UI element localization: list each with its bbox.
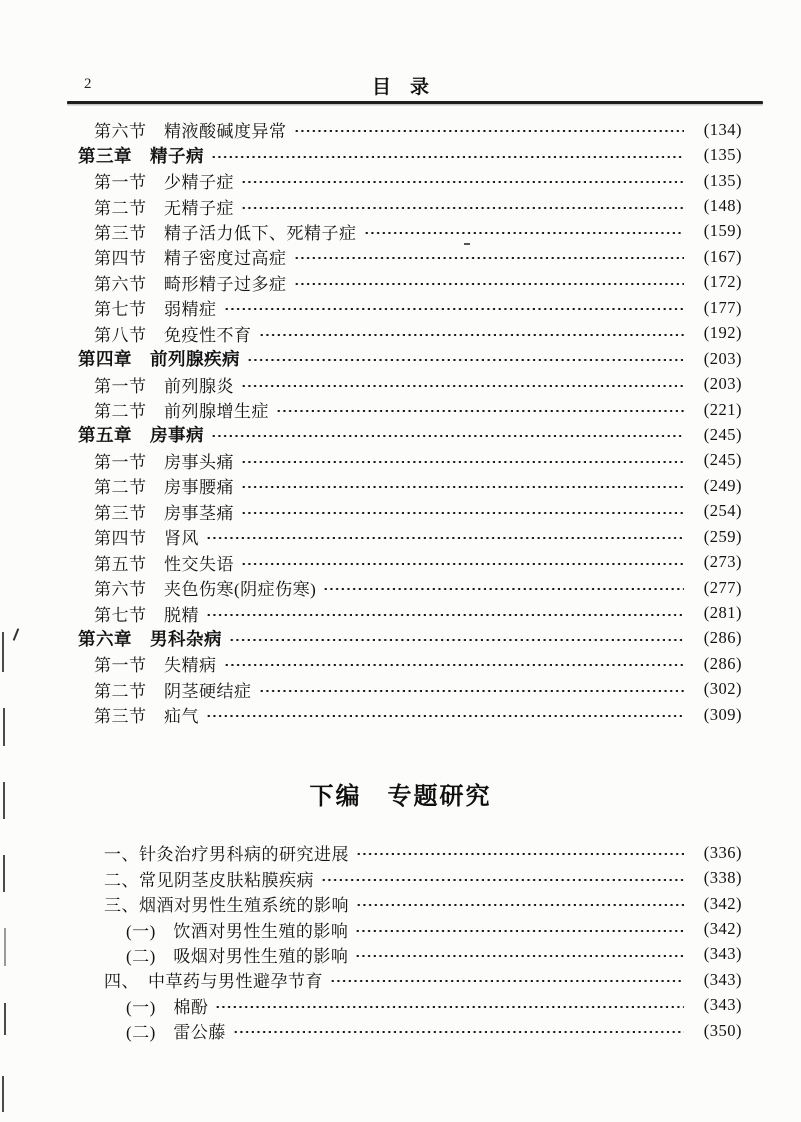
scan-artifact-line	[4, 928, 6, 966]
toc-entry	[0, 422, 742, 447]
toc-entry-text: 第一节 少精子症	[94, 173, 234, 193]
toc-entry-text: 第五节 性交失语	[94, 554, 234, 574]
toc-entry-text: 第三节 房事茎痛	[94, 503, 234, 523]
scan-artifact-line	[4, 1003, 6, 1035]
toc-entry-text: 第四节 精子密度过高症	[94, 249, 287, 269]
toc-entry	[0, 891, 742, 916]
toc-page-number: (286)	[703, 628, 742, 648]
toc-page-number: (342)	[703, 893, 742, 913]
dot-leader	[276, 408, 684, 414]
toc-entry	[0, 600, 742, 625]
toc-page-number: (134)	[703, 119, 742, 139]
toc-entry	[0, 651, 742, 676]
toc-page-number: (172)	[703, 272, 742, 292]
toc-page-number: (135)	[703, 170, 742, 190]
toc-entry	[0, 942, 742, 967]
scan-artifact-line	[3, 708, 5, 746]
toc-entry	[0, 549, 742, 574]
toc-entry-text: 第一节 房事头痛	[94, 452, 234, 472]
toc-page-number: (203)	[703, 374, 742, 394]
toc-entry	[0, 295, 742, 320]
toc-entry-text: 第七节 脱精	[94, 605, 199, 625]
toc-page-number: (350)	[703, 1020, 742, 1040]
toc-entry	[0, 865, 742, 890]
dot-leader	[224, 306, 685, 312]
toc-page-number: (343)	[703, 969, 742, 989]
toc-entry	[0, 397, 742, 422]
toc-entry-text: (二) 吸烟对男性生殖的影响	[126, 946, 349, 966]
toc-entry	[0, 575, 742, 600]
dot-leader	[364, 230, 685, 236]
dot-leader	[211, 433, 684, 439]
toc-entry	[0, 626, 742, 651]
dot-leader	[356, 851, 684, 857]
toc-entry	[0, 993, 742, 1018]
toc-page-number: (203)	[703, 348, 742, 368]
toc-entry-text: 第五章 房事病	[78, 425, 204, 446]
toc-entry-text: 四、 中草药与男性避孕节育	[104, 972, 323, 992]
dot-leader	[211, 154, 684, 160]
toc-page-number: (159)	[703, 221, 742, 241]
toc-page-number: (192)	[703, 323, 742, 343]
toc-entry	[0, 371, 742, 396]
dot-leader	[321, 877, 684, 883]
dot-leader	[330, 978, 684, 984]
toc-entry-text: 第四节 肾风	[94, 529, 199, 549]
toc-entry	[0, 142, 742, 167]
toc-entry-text: 第二节 房事腰痛	[94, 478, 234, 498]
toc-entry-text: 第六节 畸形精子过多症	[94, 274, 287, 294]
toc-page-number: (343)	[703, 944, 742, 964]
scan-artifact-speck	[464, 243, 470, 245]
toc-entry-text: 第三节 精子活力低下、死精子症	[94, 223, 357, 243]
toc-page-number: (281)	[703, 603, 742, 623]
dot-leader	[241, 459, 684, 465]
toc-entry-text: 第八节 免疫性不育	[94, 325, 252, 345]
toc-entry-text: 第七节 弱精症	[94, 300, 217, 320]
dot-leader	[241, 205, 684, 211]
toc-entry	[0, 168, 742, 193]
dot-leader	[259, 688, 685, 694]
toc-entry-text: 三、烟酒对男性生殖系统的影响	[104, 896, 349, 916]
toc-entry	[0, 967, 742, 992]
scan-artifact-line	[3, 855, 5, 892]
dot-leader	[294, 128, 685, 134]
toc-page-number: (302)	[703, 679, 742, 699]
toc-entry	[0, 346, 742, 371]
part-heading: 下编 专题研究	[309, 784, 492, 810]
toc-page-number: (309)	[703, 704, 742, 724]
toc-entry-text: 第六章 男科杂病	[78, 628, 222, 649]
toc-entry-text: 第三章 精子病	[78, 145, 204, 166]
toc-entry-text: 第六节 精液酸碱度异常	[94, 122, 287, 142]
toc-entry-text: 第二节 前列腺增生症	[94, 402, 269, 422]
toc-page-number: (135)	[703, 145, 742, 165]
toc-entry-text: 第二节 无精子症	[94, 198, 234, 218]
dot-leader	[241, 383, 684, 389]
toc-entry-text: 第一节 前列腺炎	[94, 376, 234, 396]
toc-page-number: (342)	[703, 919, 742, 939]
dot-leader	[233, 1029, 684, 1035]
toc-page-number: (254)	[703, 501, 742, 521]
toc-page-number: (343)	[703, 995, 742, 1015]
toc-entry-text: (一) 棉酚	[126, 997, 209, 1017]
toc-page-number: (249)	[703, 475, 742, 495]
toc-entry	[0, 448, 742, 473]
toc-entry	[0, 473, 742, 498]
dot-leader	[229, 637, 684, 643]
toc-page-number: (245)	[703, 450, 742, 470]
header-rule	[67, 101, 763, 104]
toc-entry-text: 第六节 夹色伤寒(阴症伤寒)	[94, 580, 317, 600]
toc-entry-text: 第二节 阴茎硬结症	[94, 681, 252, 701]
toc-page-number: (286)	[703, 653, 742, 673]
dot-leader	[215, 1004, 684, 1010]
scan-artifact-line	[3, 782, 5, 819]
page-number: 2	[84, 76, 92, 92]
dot-leader	[224, 662, 685, 668]
scan-artifact-line	[2, 1076, 4, 1112]
toc-page-number: (277)	[703, 577, 742, 597]
dot-leader	[294, 255, 685, 261]
toc-entry-text: 第一节 失精病	[94, 656, 217, 676]
toc-entry	[0, 244, 742, 269]
toc-page-number: (177)	[703, 297, 742, 317]
toc-entry-text: 二、常见阴茎皮肤粘膜疾病	[104, 870, 314, 890]
dot-leader	[241, 484, 684, 490]
toc-page-number: (167)	[703, 246, 742, 266]
toc-entry-text: 第四章 前列腺疾病	[78, 349, 240, 370]
dot-leader	[241, 179, 684, 185]
toc-page-number: (273)	[703, 552, 742, 572]
toc-list-main	[0, 117, 742, 728]
header-title: 目 录	[371, 77, 429, 98]
dot-leader	[206, 612, 684, 618]
dot-leader	[206, 535, 684, 541]
dot-leader	[241, 510, 684, 516]
toc-entry	[0, 677, 742, 702]
scan-artifact-line	[2, 632, 4, 672]
toc-entry	[0, 702, 742, 727]
dot-leader	[247, 357, 684, 363]
toc-entry	[0, 117, 742, 142]
dot-leader	[355, 953, 684, 959]
toc-entry	[0, 1018, 742, 1043]
dot-leader	[206, 713, 684, 719]
toc-entry-text: 第三节 疝气	[94, 707, 199, 727]
toc-entry-text: (二) 雷公藤	[126, 1023, 226, 1043]
toc-entry-text: 一、针灸治疗男科病的研究进展	[104, 845, 349, 865]
toc-page-number: (336)	[703, 842, 742, 862]
toc-page-number: (338)	[703, 868, 742, 888]
toc-page-number: (148)	[703, 196, 742, 216]
toc-entry	[0, 524, 742, 549]
toc-entry	[0, 916, 742, 941]
toc-entry	[0, 193, 742, 218]
dot-leader	[259, 332, 685, 338]
dot-leader	[323, 586, 684, 592]
toc-page-number: (245)	[703, 424, 742, 444]
toc-entry	[0, 499, 742, 524]
dot-leader	[356, 902, 684, 908]
toc-entry	[0, 321, 742, 346]
dot-leader	[294, 281, 685, 287]
toc-list-part2	[0, 840, 742, 1044]
toc-entry	[0, 840, 742, 865]
toc-entry-text: (一) 饮酒对男性生殖的影响	[126, 921, 349, 941]
toc-page-number: (221)	[703, 399, 742, 419]
toc-page-number: (259)	[703, 526, 742, 546]
toc-entry	[0, 270, 742, 295]
toc-entry	[0, 219, 742, 244]
dot-leader	[241, 561, 684, 567]
dot-leader	[355, 928, 684, 934]
